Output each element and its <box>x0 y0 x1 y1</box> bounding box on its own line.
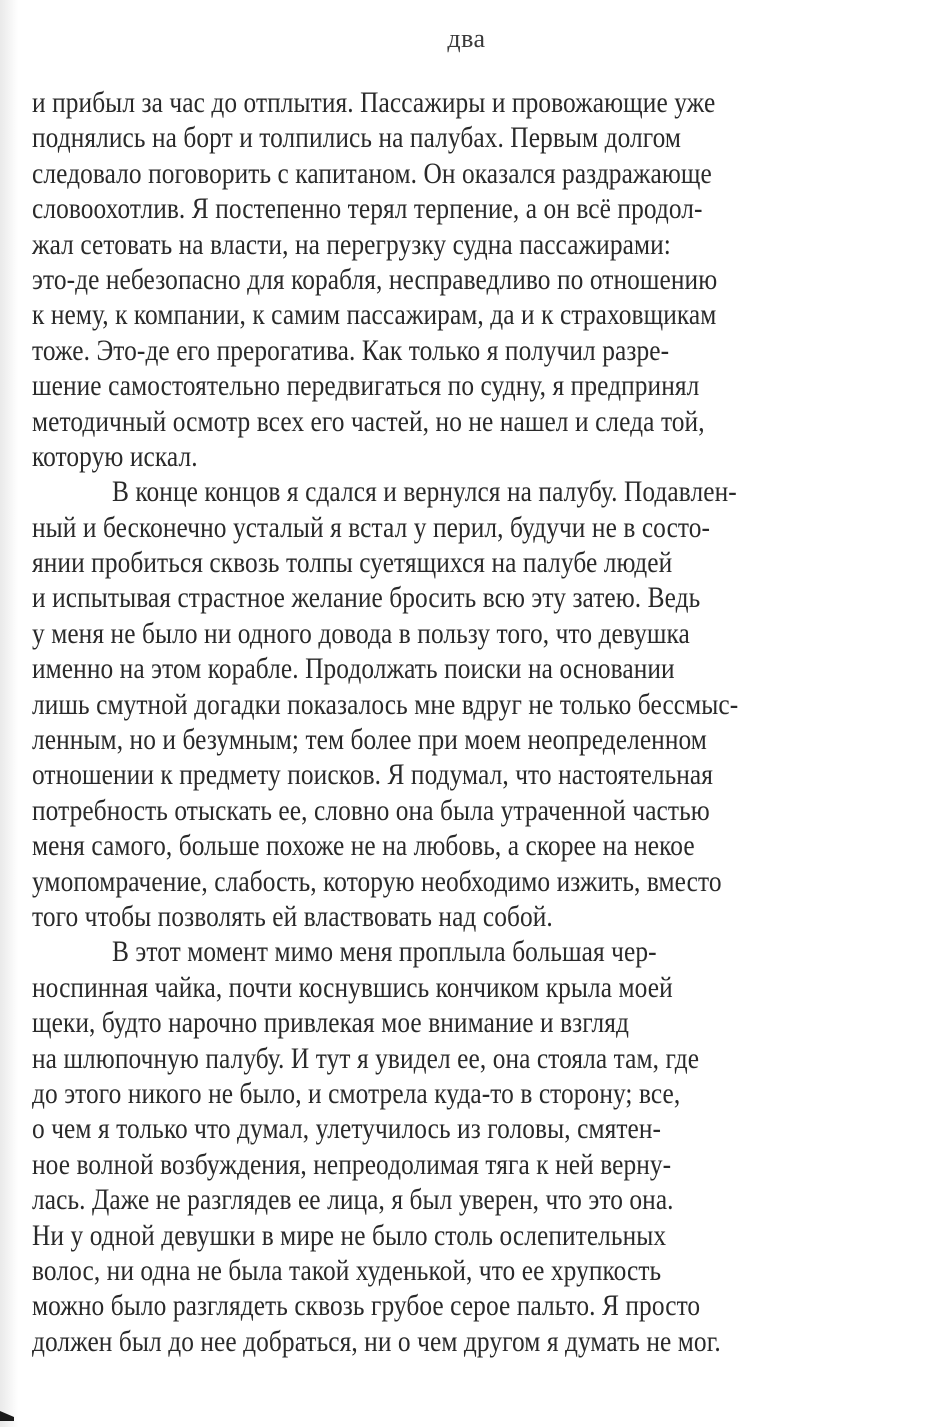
text-line: до этого никого не было, и смотрела куда-то в сторону; все, <box>32 1077 681 1110</box>
text-line: должен был до нее добраться, ни о чем другом я думать не мог. <box>32 1325 721 1358</box>
text-line: и прибыл за час до отплытия. Пассажиры и провожающие уже <box>32 87 716 119</box>
text-line: методичный осмотр всех его частей, но не нашел и следа той, <box>32 405 705 438</box>
text-line: Ни у одной девушки в мире не было столь ослепительных <box>32 1219 667 1252</box>
text-line: тоже. Это-де его прерогатива. Как только я получил разре- <box>32 334 670 367</box>
text-line: словоохотлив. Я постепенно терял терпение, а он всё продол- <box>32 193 703 226</box>
text-line: поднялись на борт и толпились на палубах. Первым долгом <box>32 122 682 155</box>
text-line: о чем я только что думал, улетучилось из головы, смятен- <box>32 1113 662 1146</box>
text-line: щеки, будто нарочно привлекая мое внимание и взгляд <box>32 1007 629 1040</box>
body-text <box>32 86 912 1360</box>
text-line: лась. Даже не разглядев ее лица, я был уверен, что это она. <box>32 1184 674 1217</box>
text-line: это-де небезопасно для корабля, несправедливо по отношению <box>32 263 718 296</box>
text-line: лишь смутной догадки показалось мне вдруг не только бессмыс- <box>32 688 739 721</box>
text-line: и испытывая страстное желание бросить всю эту затею. Ведь <box>32 582 701 615</box>
text-line: ленным, но и безумным; тем более при моем неопределенном <box>32 724 707 757</box>
text-line: потребность отыскать ее, словно она была утраченной частью <box>32 794 710 827</box>
text-line: ное волной возбуждения, непреодолимая тяга к ней верну- <box>32 1148 672 1181</box>
text-line: волос, ни одна не была такой худенькой, что ее хрупкость <box>32 1254 662 1287</box>
paragraph-first-line: В этот момент мимо меня проплыла большая чер- <box>111 936 657 969</box>
text-line: можно было разглядеть сквозь грубое серое пальто. Я просто <box>32 1290 701 1323</box>
text-line: янии пробиться сквозь толпы суетящихся на палубе людей <box>32 547 673 580</box>
text-line: на шлюпочную палубу. И тут я увидел ее, она стояла там, где <box>32 1042 700 1075</box>
text-line: к нему, к компании, к самим пассажирам, да и к страховщикам <box>32 299 717 332</box>
text-line: отношении к предмету поисков. Я подумал, что настоятельная <box>32 759 714 792</box>
text-line: жал сетовать на власти, на перегрузку судна пассажирами: <box>32 228 671 261</box>
page-gutter-shadow <box>0 0 18 1427</box>
text-line: именно на этом корабле. Продолжать поиски на основании <box>32 653 675 686</box>
text-line: меня самого, больше похоже не на любовь, а скорее на некое <box>32 830 695 863</box>
text-line: шение самостоятельно передвигаться по судну, я предпринял <box>32 370 700 403</box>
paragraph-first-line: В конце концов я сдался и вернулся на палубу. Подавлен- <box>111 476 737 509</box>
running-head: два <box>447 24 486 53</box>
text-line: у меня не было ни одного довода в пользу того, что девушка <box>32 617 690 650</box>
text-line: носпинная чайка, почти коснувшись кончиком крыла моей <box>32 971 673 1004</box>
text-line: умопомрачение, слабость, которую необходимо изжить, вместо <box>32 865 722 898</box>
text-line: ный и бесконечно усталый я встал у перил, будучи не в состо- <box>32 511 711 544</box>
text-line: того чтобы позволять ей властвовать над собой. <box>32 900 553 933</box>
text-line: следовало поговорить с капитаном. Он оказался раздражающе <box>32 157 712 190</box>
text-line: которую искал. <box>32 440 198 473</box>
